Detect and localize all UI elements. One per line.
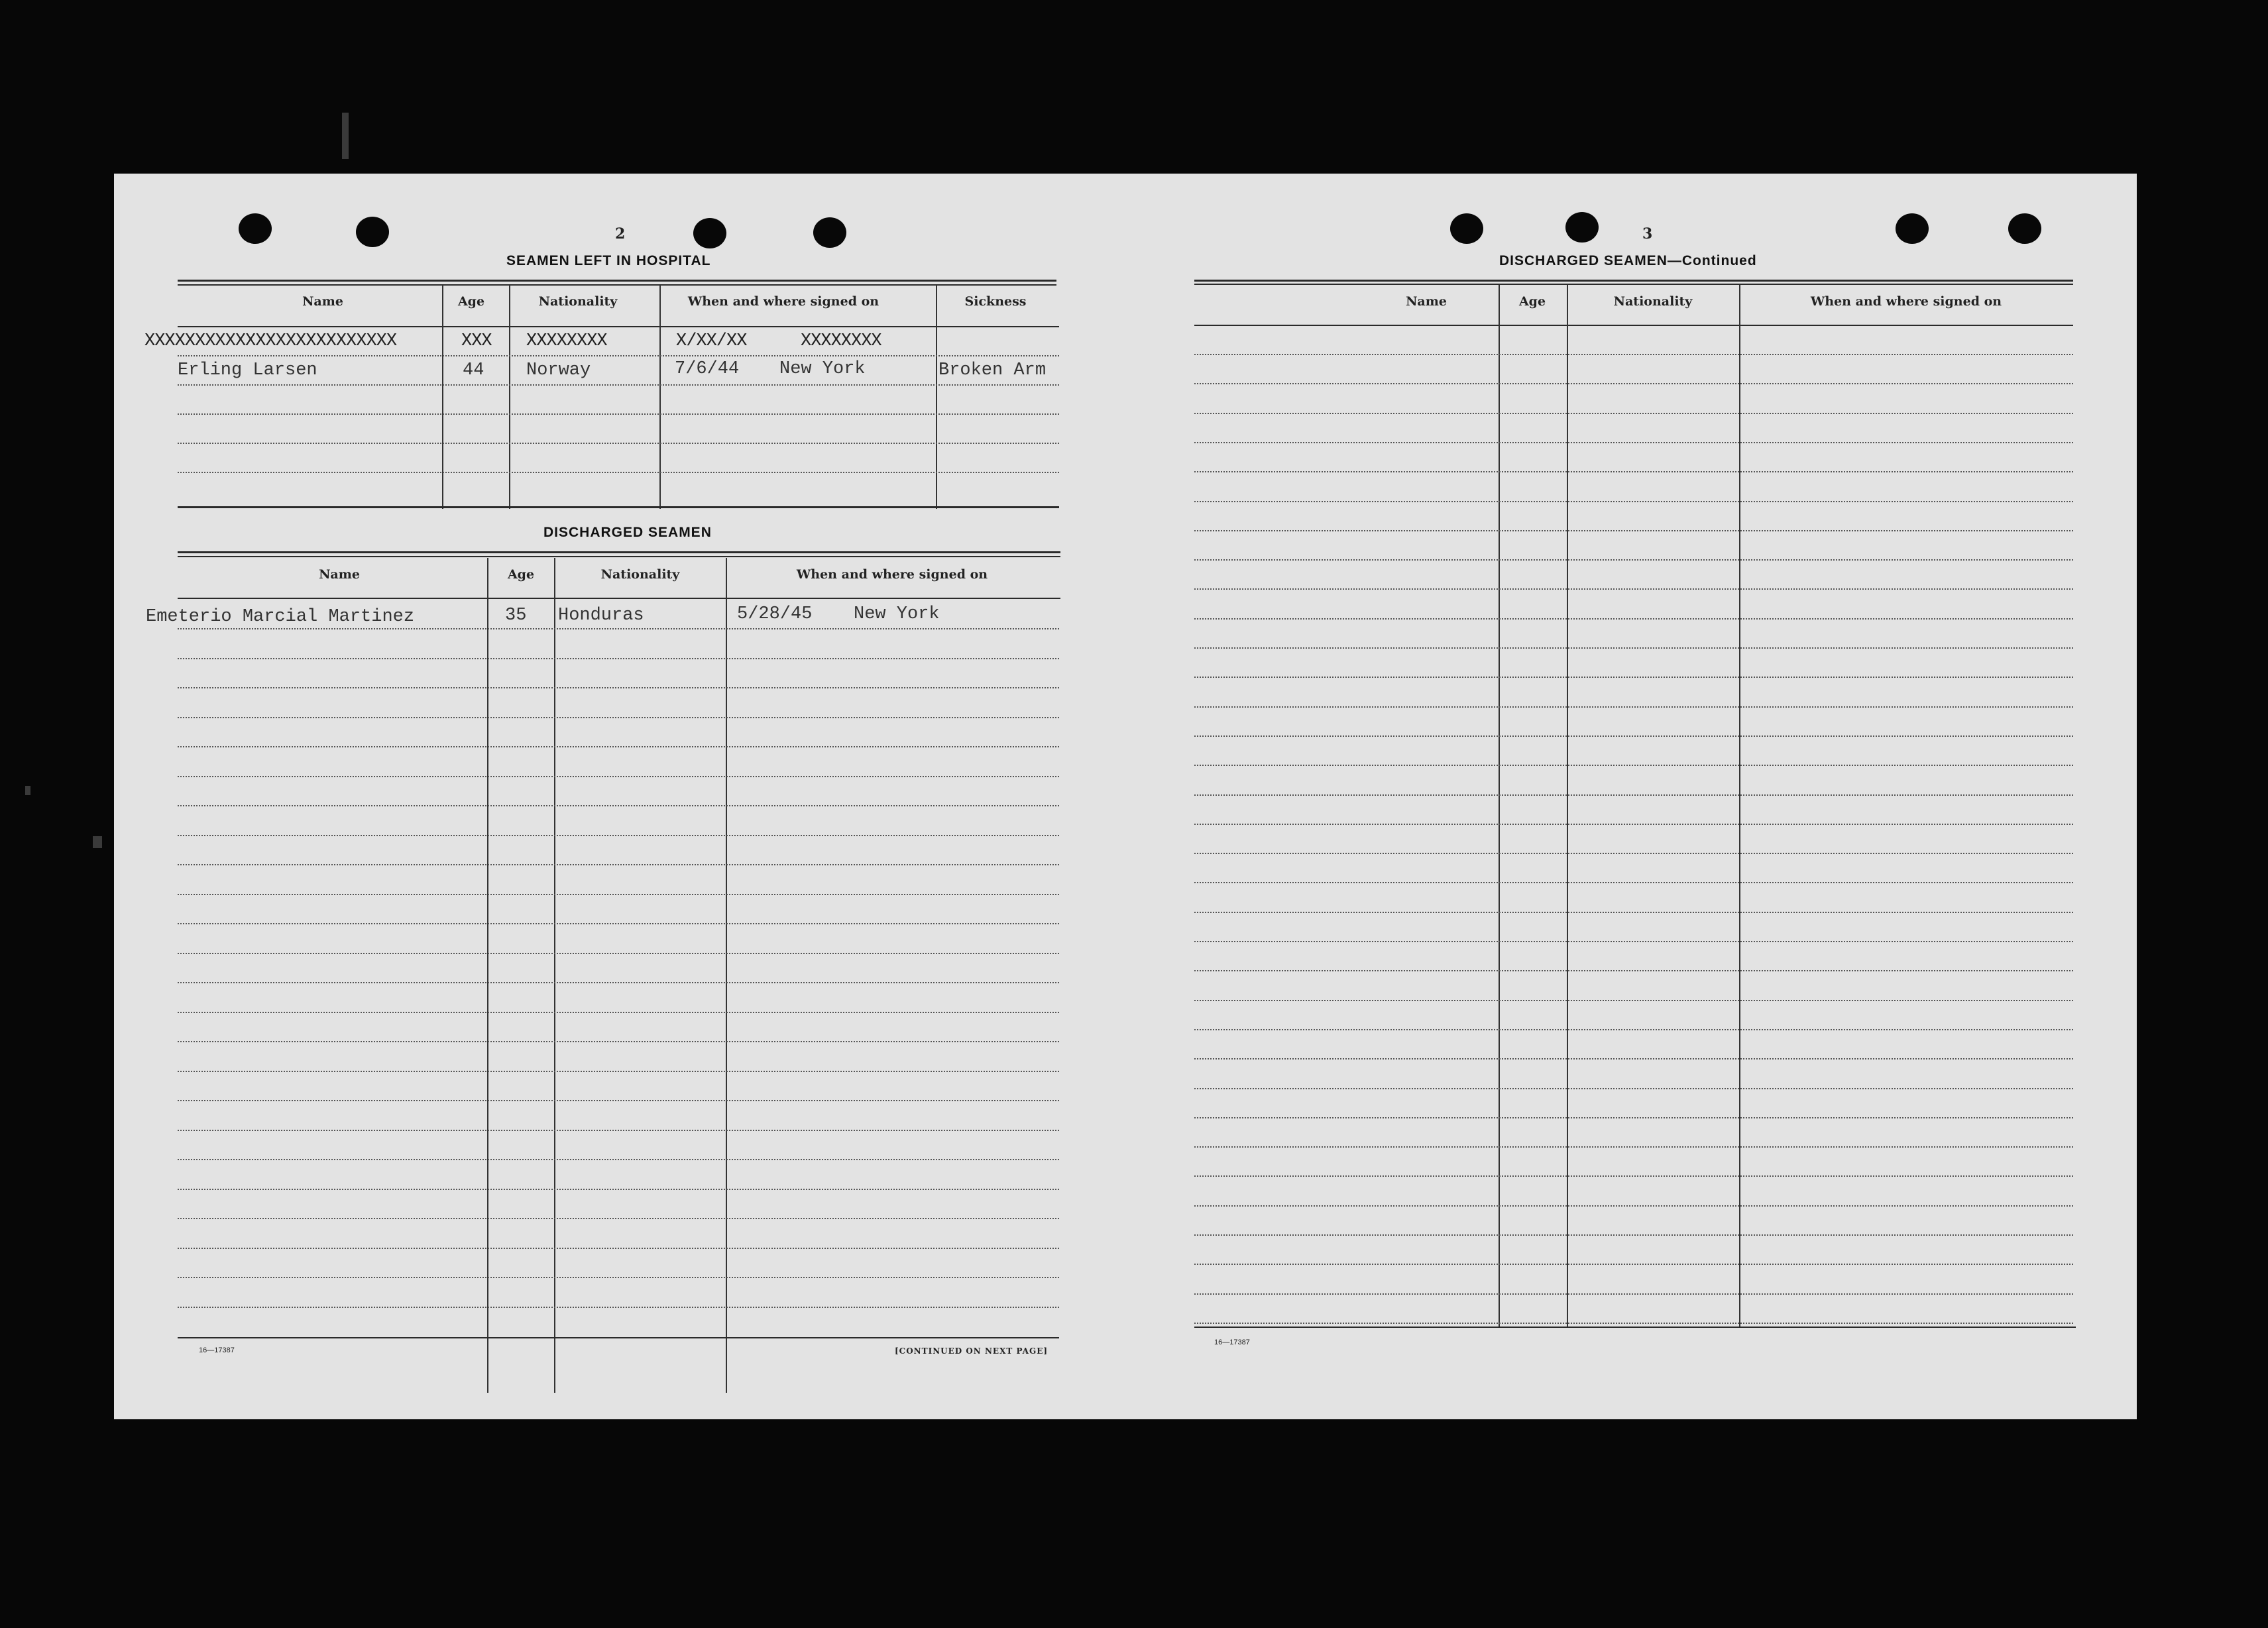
entry-line [1194,1293,2073,1295]
entry-line [178,746,1059,747]
column-divider [936,285,937,509]
entry-line [1194,1264,2073,1265]
entry-line [1194,354,2073,355]
entry-line [178,658,1059,659]
struck-out-name: XXXXXXXXXXXXXXXXXXXXXXXXX [144,331,397,351]
entry-line [178,1041,1059,1042]
entry-line [178,687,1059,688]
discharged-entry-name: Emeterio Marcial Martinez [146,607,415,627]
column-divider [509,285,510,509]
entry-line [1194,912,2073,913]
entry-line [1194,706,2073,708]
entry-line [1194,824,2073,825]
column-divider [487,558,488,1393]
entry-line [1194,677,2073,678]
entry-line [1194,941,2073,942]
entry-line [178,472,1059,473]
col-header-name: Name [302,294,343,309]
entry-line [1194,1205,2073,1207]
entry-line [178,835,1059,836]
continued-section-title: DISCHARGED SEAMEN—Continued [1499,253,1757,268]
entry-line [178,805,1059,806]
entry-line [178,1218,1059,1219]
entry-line [178,923,1059,924]
page-number: 2 [615,225,626,243]
discharged-entry-nationality: Honduras [558,606,644,625]
punch-hole [2008,213,2041,244]
col-header-name: Name [1406,294,1447,309]
entry-line [178,1159,1059,1160]
entry-line [1194,970,2073,971]
entry-line [1194,588,2073,590]
scan-artifact [25,786,30,795]
entry-line [178,1189,1059,1190]
entry-line [1194,1000,2073,1001]
hospital-entry-name: Erling Larsen [178,360,317,380]
entry-line [1194,1146,2073,1148]
entry-line [178,413,1059,415]
hospital-entry-nationality: Norway [526,360,591,380]
entry-line [1194,794,2073,796]
entry-line [1194,1058,2073,1059]
entry-line [178,384,1059,386]
entry-line [1194,853,2073,854]
entry-line [178,717,1059,718]
hospital-entry-age: 44 [463,360,484,380]
record-sheet [114,174,2137,1419]
entry-line [178,1248,1059,1249]
entry-line [178,1012,1059,1013]
col-header-signed-on: When and where signed on [687,294,879,309]
entry-line [1194,882,2073,883]
col-header-nationality: Nationality [600,567,680,582]
hospital-entry-place: New York [779,359,866,379]
col-header-signed-on: When and where signed on [1810,294,2002,309]
table-bottom-rule [178,506,1059,508]
entry-line [178,1277,1059,1278]
punch-hole [1450,213,1483,244]
punch-hole [356,217,389,247]
struck-out-place: XXXXXXXX [801,331,881,351]
entry-line [1194,1029,2073,1030]
column-divider [726,558,727,1393]
entry-line [178,628,1059,629]
entry-line [1194,471,2073,472]
entry-line [178,1130,1059,1131]
discharged-entry-age: 35 [505,606,527,625]
col-header-name: Name [319,567,360,582]
form-number: 16—17387 [199,1346,235,1354]
struck-out-age: XXX [461,331,492,351]
column-divider [554,558,555,1393]
entry-line [1194,1323,2073,1324]
table-top-rule [1194,280,2073,282]
page-number: 3 [1642,225,1653,243]
scan-artifact [93,836,102,848]
entry-line [1194,765,2073,766]
entry-line [178,1100,1059,1101]
entry-line [1194,618,2073,620]
entry-line [1194,647,2073,649]
entry-line [178,355,1059,356]
table-bottom-rule [1194,1327,2076,1328]
entry-line [178,894,1059,895]
col-header-nationality: Nationality [1613,294,1693,309]
entry-line [1194,1117,2073,1118]
table-top-rule [178,551,1060,553]
discharged-section-title: DISCHARGED SEAMEN [543,525,712,540]
hospital-section-title: SEAMEN LEFT IN HOSPITAL [506,253,711,268]
entry-line [1194,735,2073,737]
entry-line [1194,442,2073,443]
column-divider [659,285,661,509]
entry-line [178,864,1059,865]
col-header-age: Age [1518,294,1546,309]
hospital-entry-date: 7/6/44 [675,359,740,379]
entry-line [1194,530,2073,531]
entry-line [1194,1234,2073,1236]
col-header-signed-on: When and where signed on [796,567,988,582]
entry-line [1194,501,2073,502]
entry-line [178,953,1059,954]
table-top-rule [1194,284,2073,285]
punch-hole [813,217,846,248]
table-top-rule [178,556,1060,557]
entry-line [1194,383,2073,384]
punch-hole [693,218,726,248]
continued-note: [CONTINUED ON NEXT PAGE] [895,1346,1049,1356]
form-number: 16—17387 [1214,1338,1250,1346]
entry-line [1194,413,2073,414]
col-header-sickness: Sickness [964,294,1027,309]
header-underline [178,598,1060,599]
hospital-entry-sickness: Broken Arm [938,360,1047,380]
punch-hole [239,213,272,244]
entry-line [1194,559,2073,561]
col-header-age: Age [507,567,535,582]
scan-artifact [342,113,349,159]
table-top-rule [178,280,1056,282]
entry-line [1194,1175,2073,1177]
col-header-nationality: Nationality [538,294,618,309]
entry-line [1194,1088,2073,1089]
punch-hole [1565,212,1599,243]
header-underline [178,326,1059,327]
table-bottom-rule [178,1337,1059,1338]
discharged-entry-date: 5/28/45 [737,604,813,624]
punch-hole [1896,213,1929,244]
struck-out-nationality: XXXXXXXX [526,331,607,351]
entry-line [178,1307,1059,1308]
entry-line [178,1071,1059,1072]
entry-line [178,776,1059,777]
discharged-entry-place: New York [854,604,940,624]
header-underline [1194,325,2073,326]
struck-out-date: X/XX/XX [676,331,747,351]
table-top-rule [178,284,1056,286]
entry-line [178,443,1059,444]
column-divider [442,285,443,509]
col-header-age: Age [457,294,485,309]
entry-line [178,982,1059,983]
